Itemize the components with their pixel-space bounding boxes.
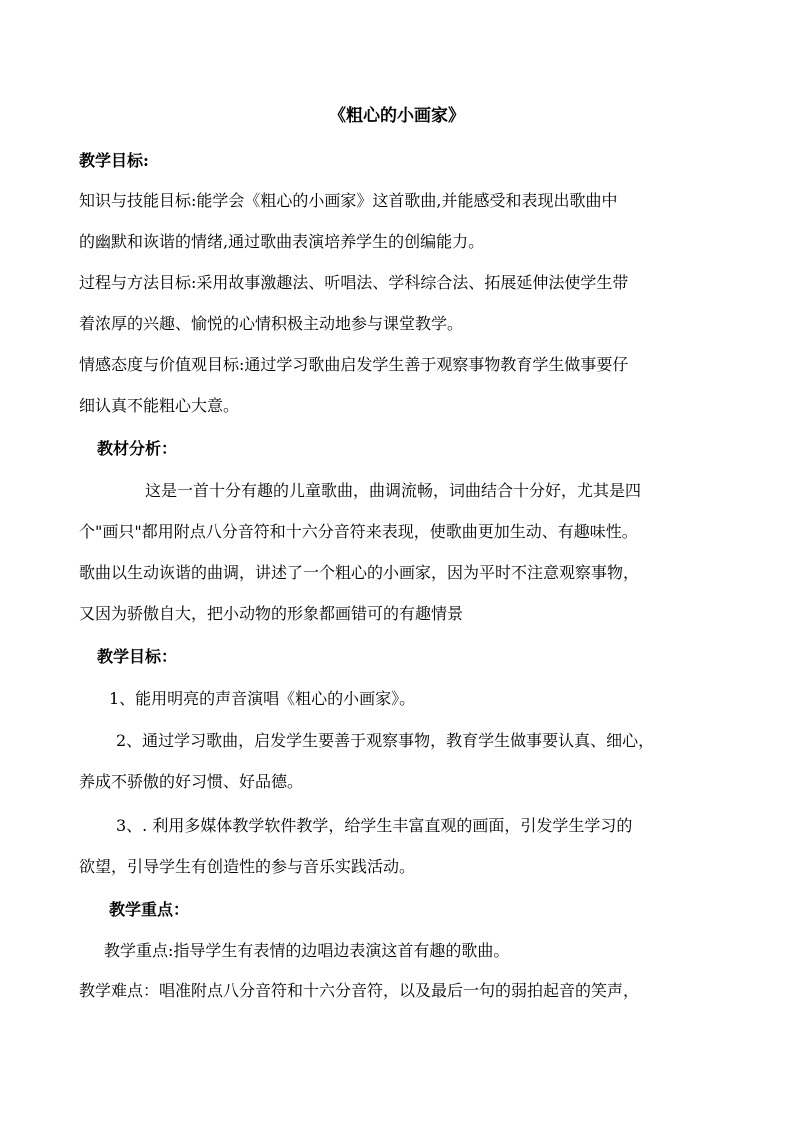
analysis-line-1: 这是一首十分有趣的儿童歌曲，曲调流畅，词曲结合十分好，尤其是四 xyxy=(145,481,642,500)
document-title: 《粗心的小画家》 xyxy=(329,106,465,126)
analysis-line-4: 又因为骄傲自大，把小动物的形象都画错可的有趣情景 xyxy=(79,604,464,623)
objective-process-line-2: 着浓厚的兴趣、愉悦的心情积极主动地参与课堂教学。 xyxy=(79,314,464,333)
objective-process-line-1: 过程与方法目标:采用故事激趣法、听唱法、学科综合法、拓展延伸法使学生带 xyxy=(79,273,629,292)
objective-emotion-line-1: 情感态度与价值观目标:通过学习歌曲启发学生善于观察事物教育学生做事要仔 xyxy=(79,355,629,374)
analysis-heading: 教材分析： xyxy=(97,439,178,458)
objective-knowledge-line-2: 的幽默和诙谐的情绪,通过歌曲表演培养学生的创编能力。 xyxy=(79,232,485,251)
difficulty: 教学难点：唱准附点八分音符和十六分音符，以及最后一句的弱拍起音的笑声， xyxy=(79,981,640,1000)
goal-3-line-2: 欲望，引导学生有创造性的参与音乐实践活动。 xyxy=(79,857,416,876)
analysis-line-3: 歌曲以生动诙谐的曲调，讲述了一个粗心的小画家，因为平时不注意观察事物， xyxy=(79,563,640,582)
goal-2-line-1: 2、通过学习歌曲，启发学生要善于观察事物，教育学生做事要认真、细心， xyxy=(116,731,655,750)
key-heading: 教学重点： xyxy=(109,900,190,919)
goal-1: 1、能用明亮的声音演唱《粗心的小画家》。 xyxy=(109,689,416,708)
objectives-heading: 教学目标: xyxy=(79,151,149,170)
goal-2-line-2: 养成不骄傲的好习惯、好品德。 xyxy=(79,772,304,791)
objective-knowledge-line-1: 知识与技能目标:能学会《粗心的小画家》这首歌曲,并能感受和表现出歌曲中 xyxy=(79,191,618,210)
objective-emotion-line-2: 细认真不能粗心大意。 xyxy=(79,396,240,415)
key-point: 教学重点:指导学生有表情的边唱边表演这首有趣的歌曲。 xyxy=(104,941,510,960)
goals-heading: 教学目标： xyxy=(97,647,178,666)
analysis-line-2: 个"画只"都用附点八分音符和十六分音符来表现，使歌曲更加生动、有趣味性。 xyxy=(79,522,638,541)
goal-3-line-1: 3、. 利用多媒体教学软件教学，给学生丰富直观的画面，引发学生学习的 xyxy=(116,816,633,835)
